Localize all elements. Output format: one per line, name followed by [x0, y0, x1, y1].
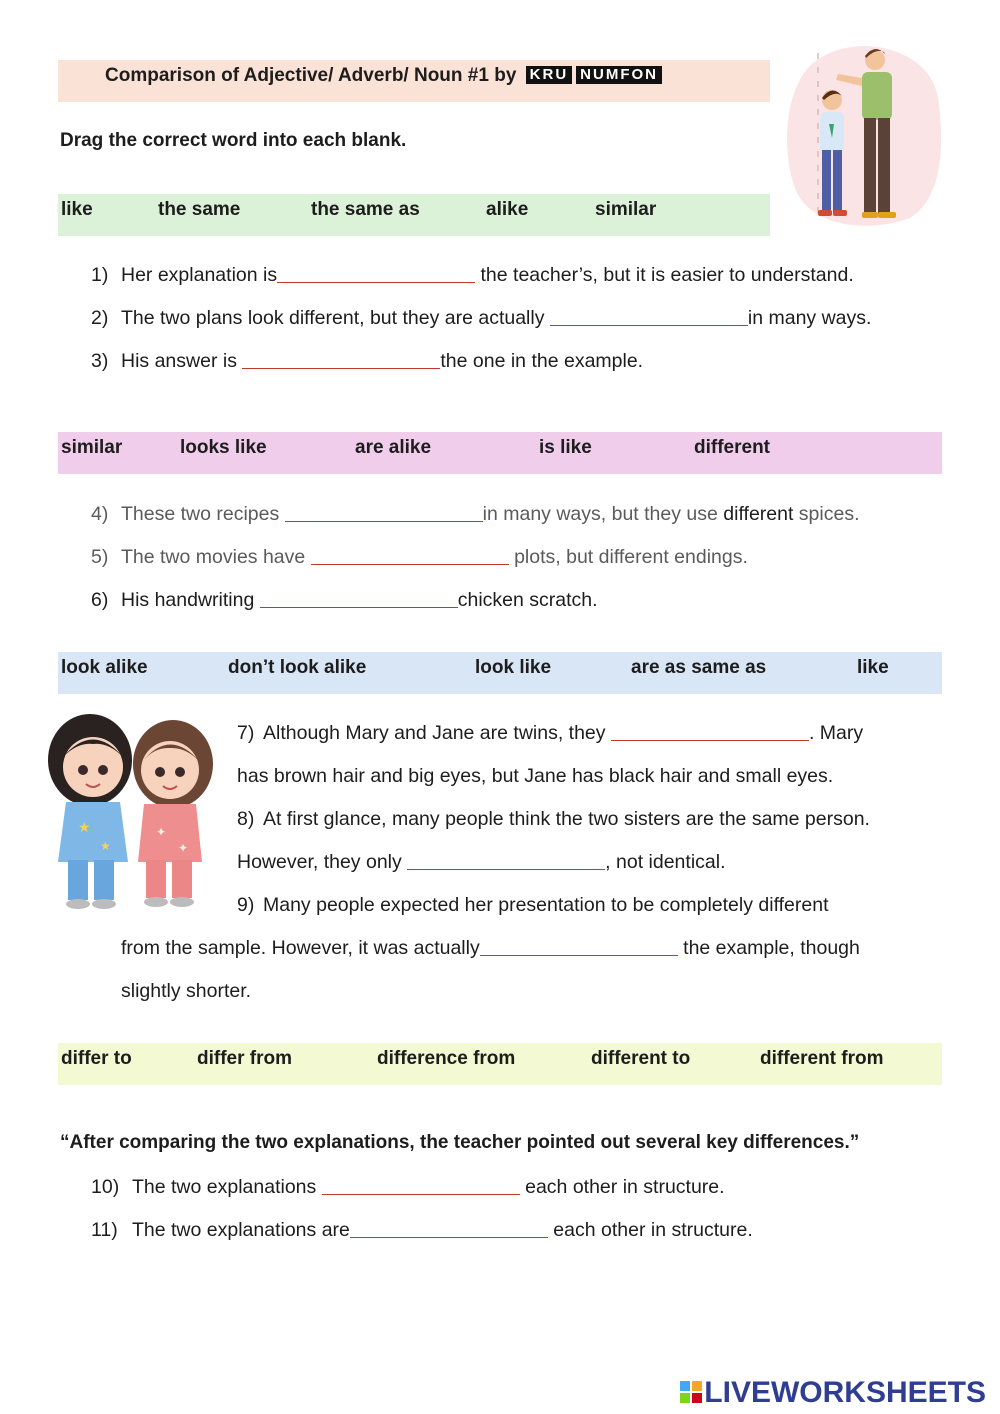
question-3: 3) His answer is the one in the example. [91, 350, 644, 372]
word-chip[interactable]: are as same as [631, 657, 767, 678]
answer-blank-6[interactable] [260, 589, 458, 608]
word-chip[interactable]: look like [475, 657, 552, 678]
word-bank-1 [58, 194, 770, 236]
word-chip[interactable]: different [694, 437, 770, 458]
word-chip[interactable]: different from [760, 1048, 884, 1069]
question-11: 11) The two explanations are each other in structure. [91, 1219, 753, 1241]
word-chip[interactable]: similar [61, 437, 123, 458]
question-9: 9) Many people expected her presentation to be completely different [237, 894, 829, 916]
answer-blank-8[interactable] [407, 851, 605, 870]
word-chip[interactable]: difference from [377, 1048, 516, 1069]
question-8: 8) At first glance, many people think the two sisters are the same person. [237, 808, 870, 830]
word-chip[interactable]: like [857, 657, 889, 678]
word-chip[interactable]: are alike [355, 437, 432, 458]
answer-blank-5[interactable] [311, 546, 509, 565]
word-chip[interactable]: differ from [197, 1048, 292, 1069]
word-chip[interactable]: differ to [61, 1048, 132, 1069]
word-bank-3 [58, 652, 942, 694]
question-6: 6) His handwriting chicken scratch. [91, 589, 598, 611]
answer-blank-7[interactable] [611, 722, 809, 741]
answer-blank-4[interactable] [285, 503, 483, 522]
question-4: 4) These two recipes in many ways, but they use different spices. [91, 503, 860, 525]
answer-blank-11[interactable] [350, 1219, 548, 1238]
word-chip[interactable]: alike [486, 199, 529, 220]
word-bank-2 [58, 432, 942, 474]
word-chip[interactable]: look alike [61, 657, 148, 678]
question-9-end: slightly shorter. [121, 980, 252, 1002]
question-5: 5) The two movies have plots, but different endings. [91, 546, 748, 568]
word-chip[interactable]: similar [595, 199, 657, 220]
word-chip[interactable]: is like [539, 437, 592, 458]
answer-blank-1[interactable] [277, 264, 475, 283]
svg-text:✦: ✦ [178, 841, 189, 855]
brand-numfon: NUMFON [576, 66, 662, 84]
word-chip[interactable]: don’t look alike [228, 657, 367, 678]
liveworksheets-logo: LIVEWORKSHEETS [680, 1376, 986, 1410]
twins-illustration [38, 712, 223, 912]
question-7-cont: has brown hair and big eyes, but Jane has black hair and small eyes. [237, 765, 834, 787]
answer-blank-3[interactable] [242, 350, 440, 369]
svg-text:✦: ✦ [156, 825, 167, 839]
question-2: 2) The two plans look different, but they are actually in many ways. [91, 307, 872, 329]
question-10: 10) The two explanations each other in structure. [91, 1176, 725, 1198]
question-7: 7) Although Mary and Jane are twins, they . Mary [237, 722, 864, 744]
answer-blank-2[interactable] [550, 307, 748, 326]
word-bank-4 [58, 1043, 942, 1085]
word-chip[interactable]: different to [591, 1048, 691, 1069]
word-chip[interactable]: the same as [311, 199, 420, 220]
context-quote: “After comparing the two explanations, the teacher pointed out several key differences.” [60, 1132, 860, 1153]
word-chip[interactable]: like [61, 199, 93, 220]
liveworksheets-logo-icon [680, 1381, 702, 1403]
svg-text:★: ★ [78, 820, 91, 836]
word-chip[interactable]: the same [158, 199, 241, 220]
question-8-cont: However, they only , not identical. [237, 851, 726, 873]
brand-kru: KRU [526, 66, 573, 84]
svg-text:★: ★ [100, 839, 111, 853]
question-1: 1) Her explanation is the teacher’s, but it is easier to understand. [91, 264, 854, 286]
worksheet-title: Comparison of Adjective/ Adverb/ Noun #1 by KRU NUMFON [105, 64, 662, 88]
answer-blank-10[interactable] [322, 1176, 520, 1195]
word-chip[interactable]: looks like [180, 437, 267, 458]
height-measure-illustration [780, 38, 945, 228]
answer-blank-9[interactable] [480, 937, 678, 956]
instruction: Drag the correct word into each blank. [60, 130, 407, 151]
question-9-cont: from the sample. However, it was actually the example, though [121, 937, 860, 959]
